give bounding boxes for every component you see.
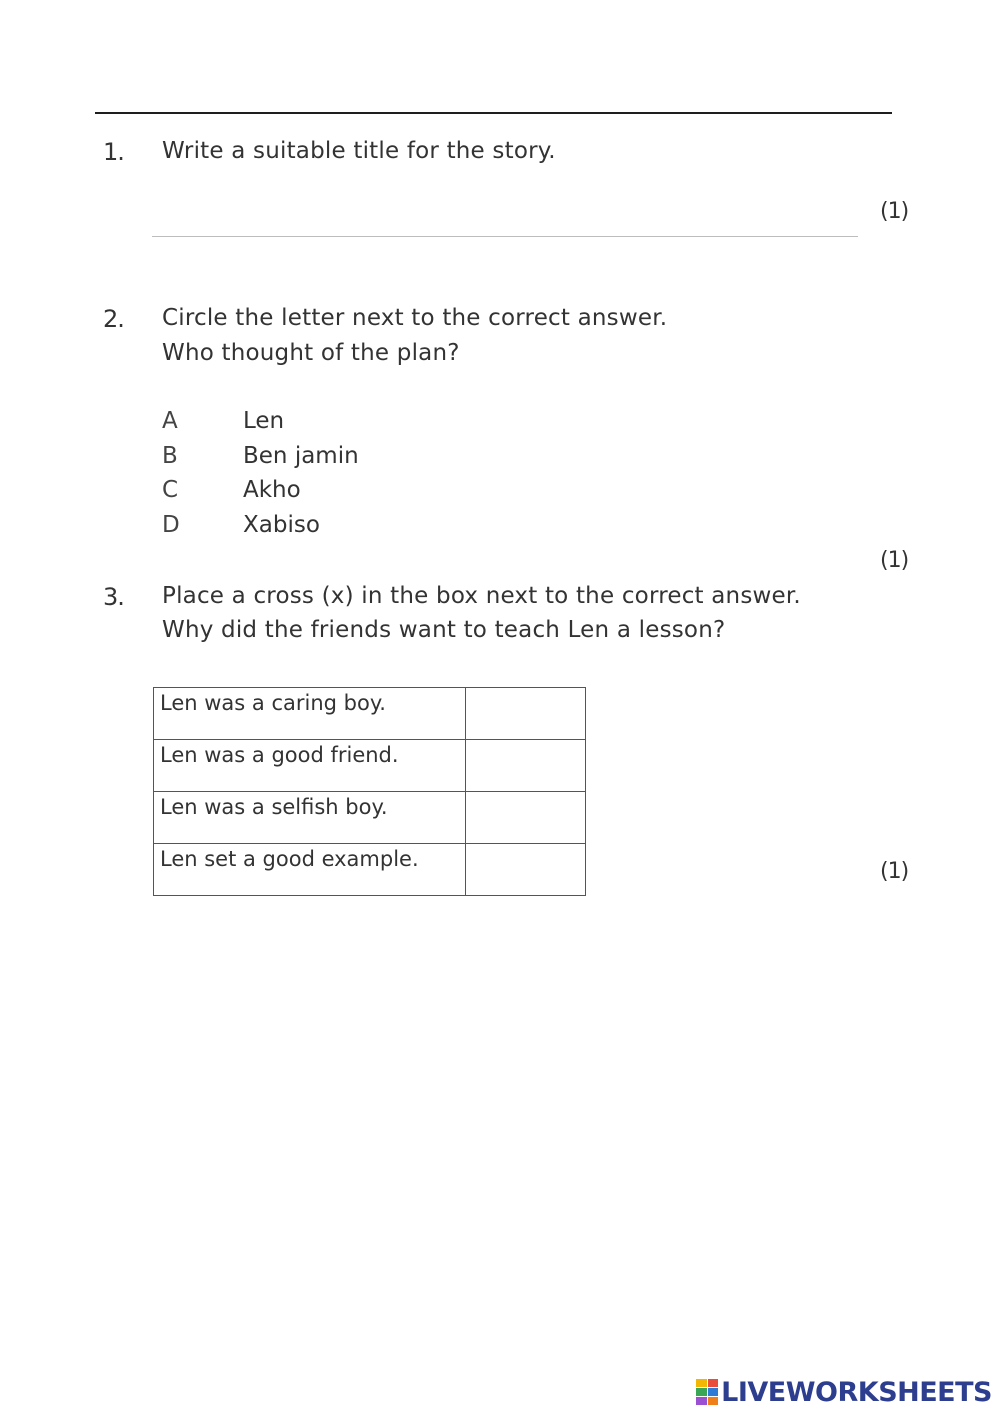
question-2-instruction: Circle the letter next to the correct answer. xyxy=(162,305,668,331)
cross-box-3[interactable] xyxy=(466,792,586,844)
logo-tile xyxy=(696,1379,707,1387)
logo-tile xyxy=(708,1388,719,1396)
question-1-prompt: Write a suitable title for the story. xyxy=(162,138,556,164)
option-c-text: Akho xyxy=(243,477,301,503)
question-2-prompt: Who thought of the plan? xyxy=(162,340,460,366)
cross-box-2[interactable] xyxy=(466,740,586,792)
answer-table xyxy=(153,687,586,896)
statement-2: Len was a good friend. xyxy=(154,740,466,792)
cross-box-1[interactable] xyxy=(466,688,586,740)
table-row xyxy=(154,688,586,740)
option-a-letter[interactable]: A xyxy=(162,408,178,434)
logo-tile xyxy=(708,1397,719,1405)
question-1-answer-line[interactable] xyxy=(152,236,858,237)
question-1-marks: (1) xyxy=(880,199,909,224)
option-b-letter[interactable]: B xyxy=(162,443,178,469)
question-1-number: 1. xyxy=(103,138,124,166)
table-row xyxy=(154,844,586,896)
question-3-number: 3. xyxy=(103,583,124,611)
option-d-text: Xabiso xyxy=(243,512,320,538)
question-2-number: 2. xyxy=(103,305,124,333)
liveworksheets-logo-icon xyxy=(696,1379,718,1405)
brand-name: LIVEWORKSHEETS xyxy=(721,1376,992,1408)
logo-tile xyxy=(696,1397,707,1405)
question-3-instruction: Place a cross (x) in the box next to the correct answer. xyxy=(162,583,801,609)
question-3-marks: (1) xyxy=(880,859,909,884)
cross-box-4[interactable] xyxy=(466,844,586,896)
option-c-letter[interactable]: C xyxy=(162,477,179,503)
statement-3: Len was a selfish boy. xyxy=(154,792,466,844)
logo-tile xyxy=(708,1379,719,1387)
table-row xyxy=(154,792,586,844)
liveworksheets-brand xyxy=(696,1376,992,1408)
option-b-text: Ben jamin xyxy=(243,443,359,469)
table-row xyxy=(154,740,586,792)
statement-1: Len was a caring boy. xyxy=(154,688,466,740)
logo-tile xyxy=(696,1388,707,1396)
statement-4: Len set a good example. xyxy=(154,844,466,896)
question-2-marks: (1) xyxy=(880,548,909,573)
question-3-prompt: Why did the friends want to teach Len a lesson? xyxy=(162,617,726,643)
option-a-text: Len xyxy=(243,408,285,434)
top-divider xyxy=(95,112,892,114)
option-d-letter[interactable]: D xyxy=(162,512,180,538)
